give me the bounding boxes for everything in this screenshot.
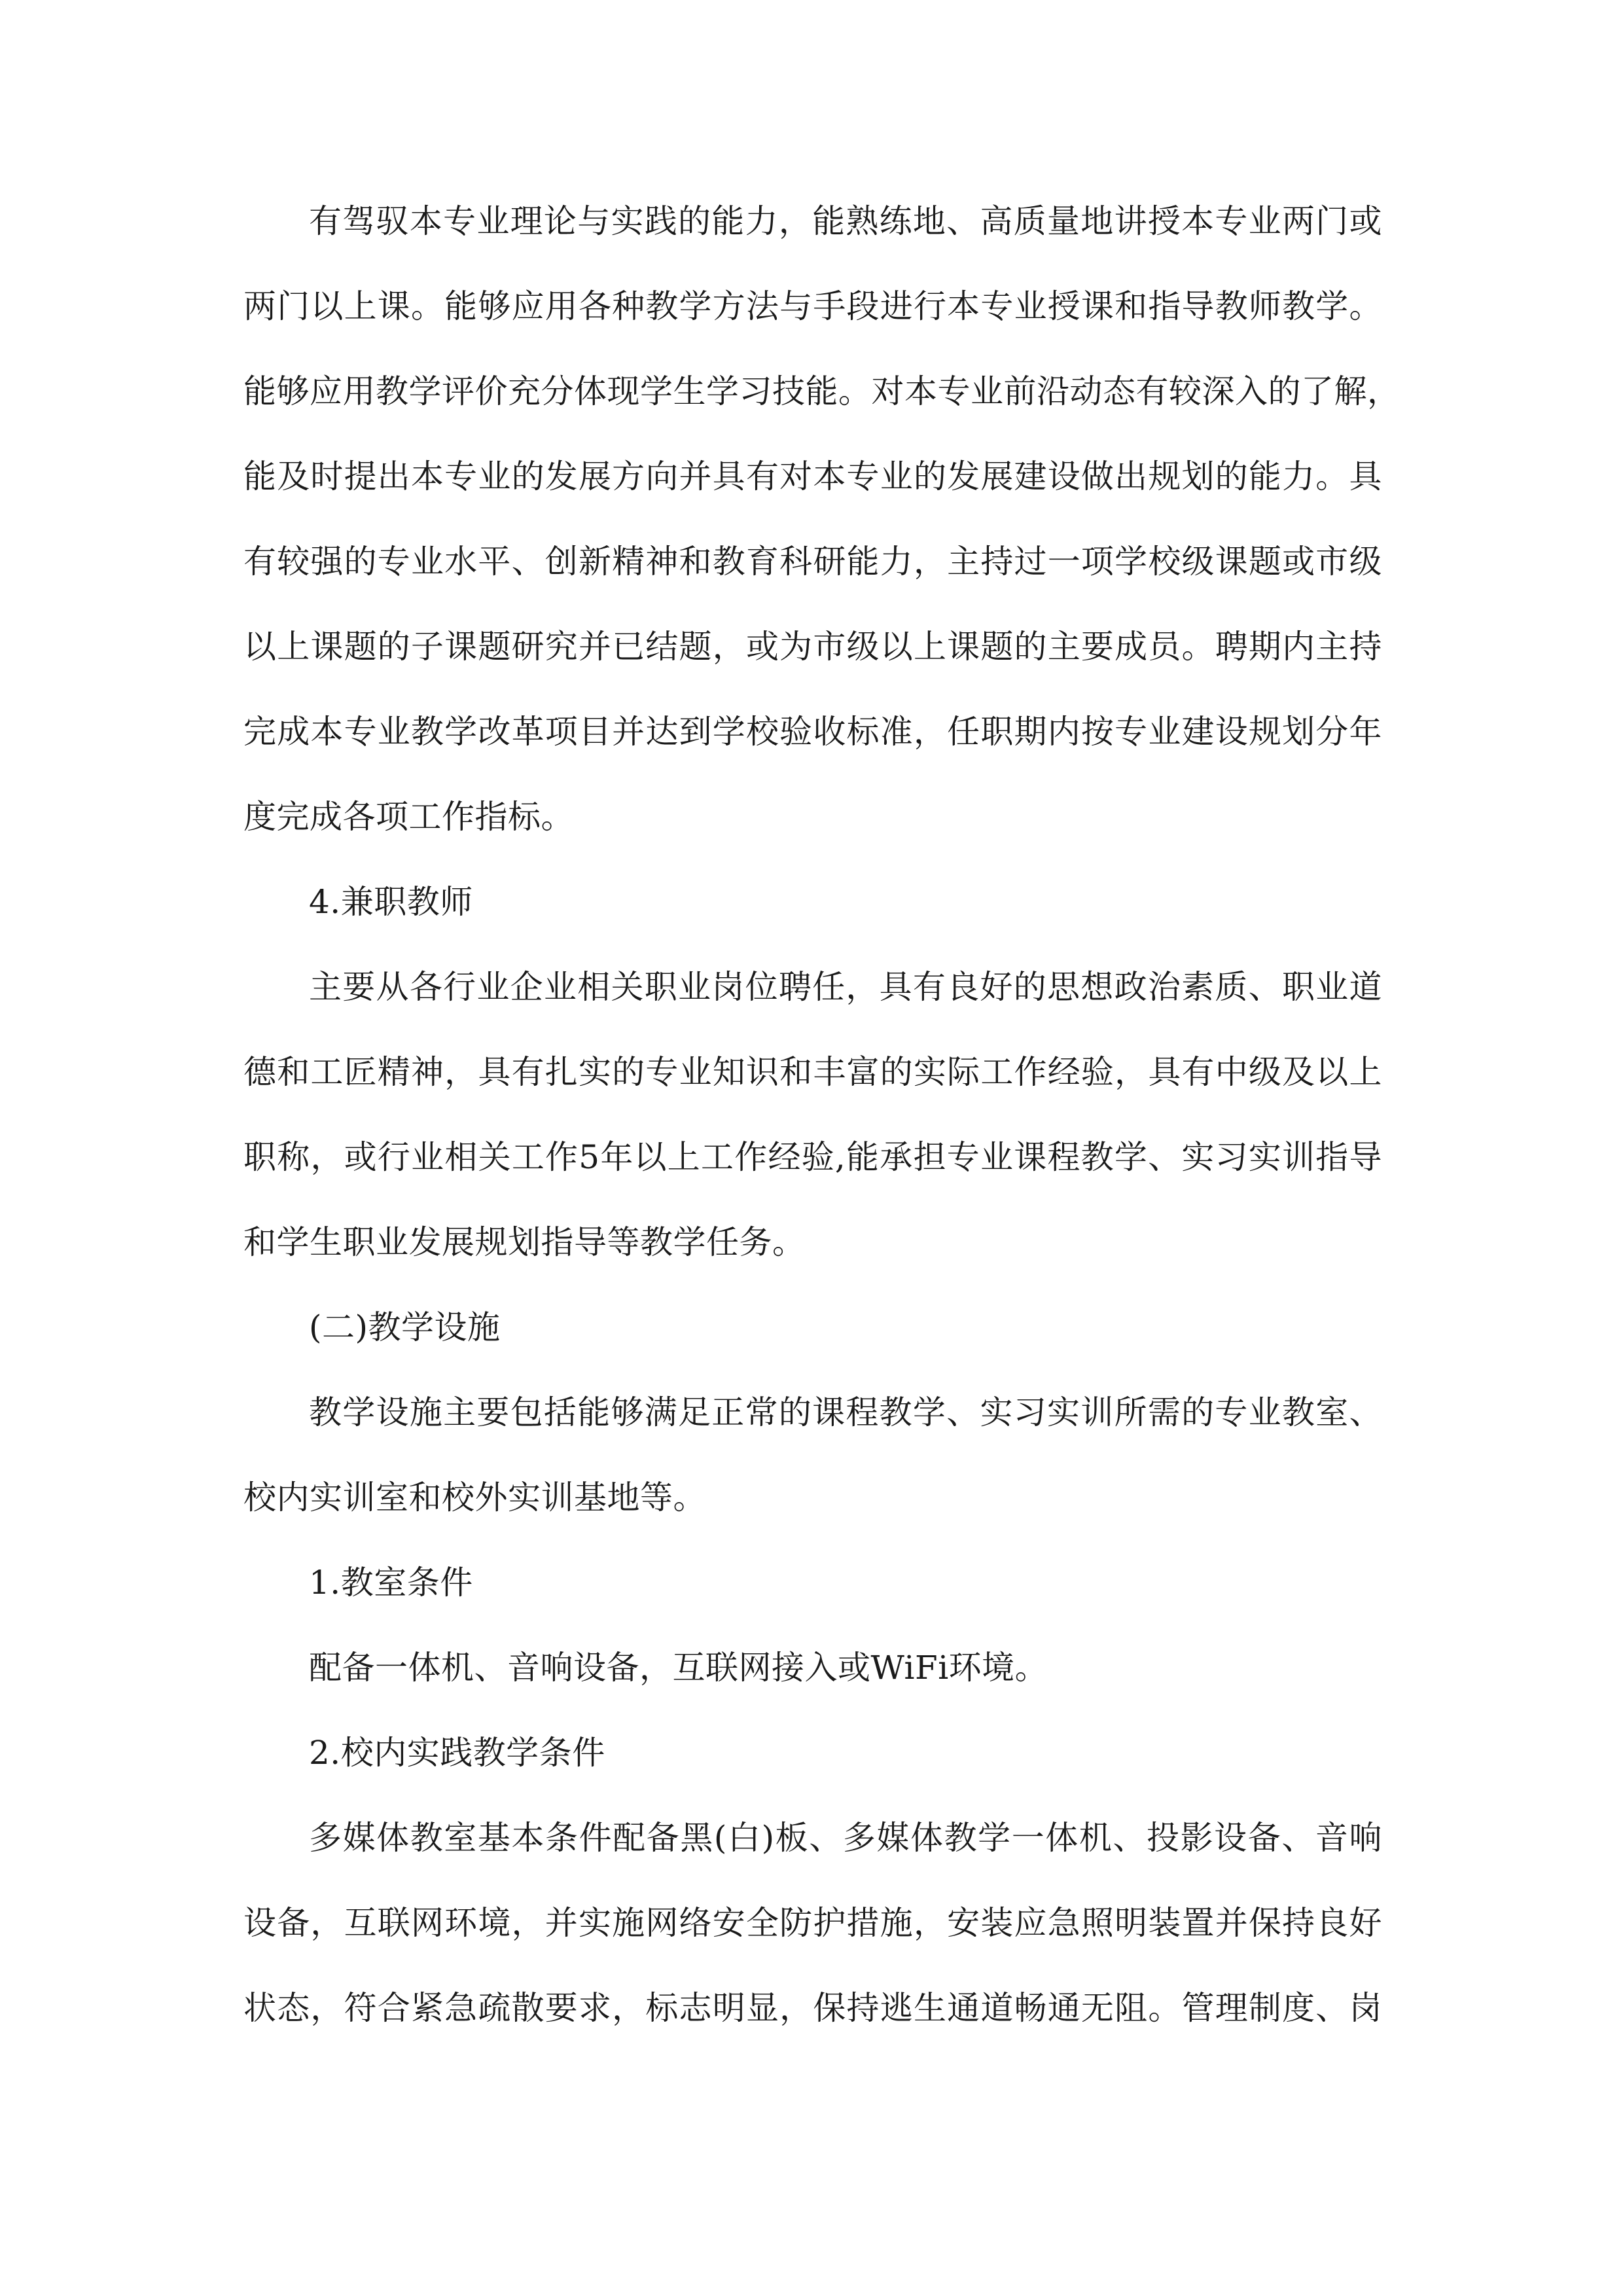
paragraph-text: 校内实训室和校外实训基地等。	[243, 1479, 706, 1516]
paragraph-text: 状态，符合紧急疏散要求，标志明显，保持逃生通道畅通无阻。管理制度、岗	[243, 1989, 1382, 2027]
text-line	[0, 277, 1623, 336]
text-line	[0, 1893, 1623, 1952]
text-line	[0, 617, 1623, 676]
section-heading	[0, 1298, 1623, 1357]
paragraph-text: 能够应用教学评价充分体现学生学习技能。对本专业前沿动态有较深入的了解，	[243, 372, 1400, 410]
heading-text: (二)教学设施	[309, 1308, 501, 1346]
paragraph-text: 以上课题的子课题研究并已结题，或为市级以上课题的主要成员。聘期内主持	[243, 628, 1382, 666]
text-line	[0, 1808, 1623, 1867]
text-line	[0, 1213, 1623, 1272]
paragraph-text: 完成本专业教学改革项目并达到学校验收标准，任职期内按专业建设规划分年	[243, 713, 1382, 751]
text-line	[0, 1383, 1623, 1442]
section-heading	[0, 1553, 1623, 1612]
text-line	[0, 447, 1623, 506]
text-line	[0, 192, 1623, 251]
heading-text: 4.兼职教师	[309, 883, 473, 921]
text-line	[0, 532, 1623, 591]
paragraph-text: 能及时提出本专业的发展方向并具有对本专业的发展建设做出规划的能力。具	[243, 457, 1382, 495]
text-line	[0, 702, 1623, 761]
text-line	[0, 787, 1623, 846]
heading-text: 1.教室条件	[309, 1564, 473, 1602]
paragraph-text: 有驾驭本专业理论与实践的能力，能熟练地、高质量地讲授本专业两门或	[309, 202, 1382, 240]
heading-text: 2.校内实践教学条件	[309, 1734, 605, 1772]
text-line	[0, 1468, 1623, 1527]
paragraph-text: 主要从各行业企业相关职业岗位聘任，具有良好的思想政治素质、职业道	[309, 968, 1382, 1006]
paragraph-text: 职称，或行业相关工作5年以上工作经验,能承担专业课程教学、实习实训指导	[243, 1138, 1382, 1176]
text-line	[0, 1979, 1623, 2037]
paragraph-text: 设备，互联网环境，并实施网络安全防护措施，安装应急照明装置并保持良好	[243, 1904, 1382, 1942]
paragraph-text: 两门以上课。能够应用各种教学方法与手段进行本专业授课和指导教师教学。	[243, 287, 1382, 325]
paragraph-text: 教学设施主要包括能够满足正常的课程教学、实习实训所需的专业教室、	[309, 1393, 1382, 1431]
paragraph-text: 多媒体教室基本条件配备黑(白)板、多媒体教学一体机、投影设备、音响	[309, 1819, 1382, 1857]
text-line	[0, 362, 1623, 421]
paragraph-text: 度完成各项工作指标。	[243, 798, 574, 836]
paragraph-text: 和学生职业发展规划指导等教学任务。	[243, 1223, 806, 1261]
text-line	[0, 1638, 1623, 1697]
text-line	[0, 1043, 1623, 1102]
section-heading	[0, 1723, 1623, 1782]
paragraph-text: 配备一体机、音响设备，互联网接入或WiFi环境。	[309, 1649, 1048, 1687]
paragraph-text: 德和工匠精神，具有扎实的专业知识和丰富的实际工作经验，具有中级及以上	[243, 1053, 1382, 1091]
text-line	[0, 1128, 1623, 1187]
section-heading	[0, 872, 1623, 931]
paragraph-text: 有较强的专业水平、创新精神和教育科研能力，主持过一项学校级课题或市级	[243, 543, 1382, 581]
text-line	[0, 958, 1623, 1016]
